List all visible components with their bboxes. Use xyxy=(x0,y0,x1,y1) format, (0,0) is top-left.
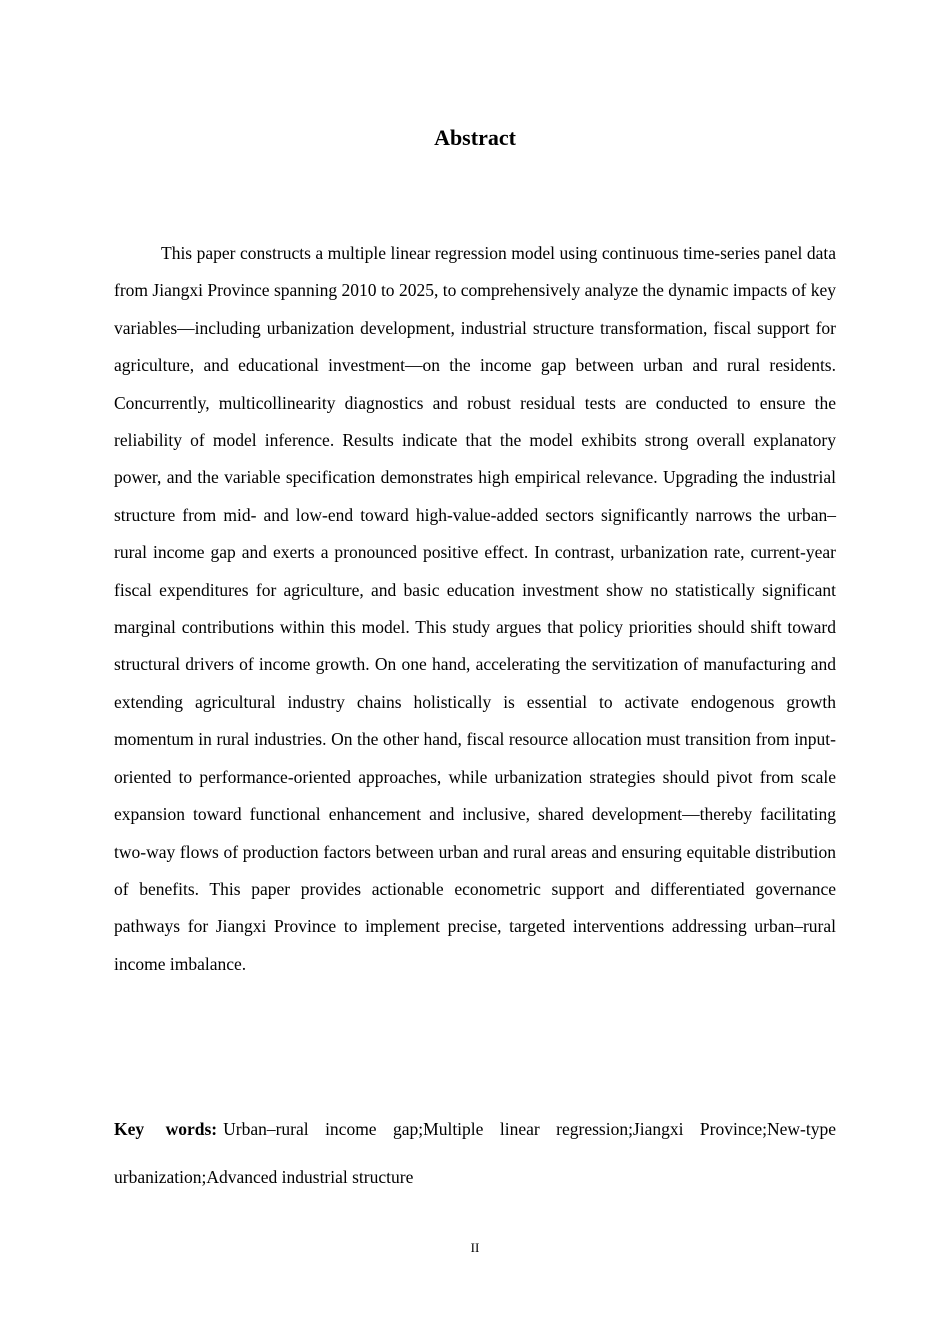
keywords-label: Key words: xyxy=(114,1119,218,1139)
keywords-text: Urban–rural income gap;Multiple linear regression;Jiangxi Province;New-type urbanization;Advanced industrial structure xyxy=(114,1119,836,1187)
abstract-body: This paper constructs a multiple linear regression model using continuous time-series panel data from Jiangxi Province spanning 2010 to 2025, to comprehensively analyze the dynamic impacts of key variables—including urbanization development, industrial structure transformation, fiscal support for agriculture, and educational investment—on the income gap between urban and rural residents. Concurrently, multicollinearity diagnostics and robust residual tests are conducted to ensure the reliability of model inference. Results indicate that the model exhibits strong overall explanatory power, and the variable specification demonstrates high empirical relevance. Upgrading the industrial structure from mid- and low-end toward high-value-added sectors significantly narrows the urban–rural income gap and exerts a pronounced positive effect. In contrast, urbanization rate, current-year fiscal expenditures for agriculture, and basic education investment show no statistically significant marginal contributions within this model. This study argues that policy priorities should shift toward structural drivers of income growth. On one hand, accelerating the servitization of manufacturing and extending agricultural industry chains holistically is essential to activate endogenous growth momentum in rural industries. On the other hand, fiscal resource allocation must transition from input-oriented to performance-oriented approaches, while urbanization strategies should pivot from scale expansion toward functional enhancement and inclusive, shared development—thereby facilitating two-way flows of production factors between urban and rural areas and ensuring equitable distribution of benefits. This paper provides actionable econometric support and differentiated governance pathways for Jiangxi Province to implement precise, targeted interventions addressing urban–rural income imbalance. xyxy=(114,243,836,974)
keywords-section xyxy=(114,1105,836,1201)
abstract-title: Abstract xyxy=(434,125,516,150)
page-number: II xyxy=(470,1240,480,1255)
